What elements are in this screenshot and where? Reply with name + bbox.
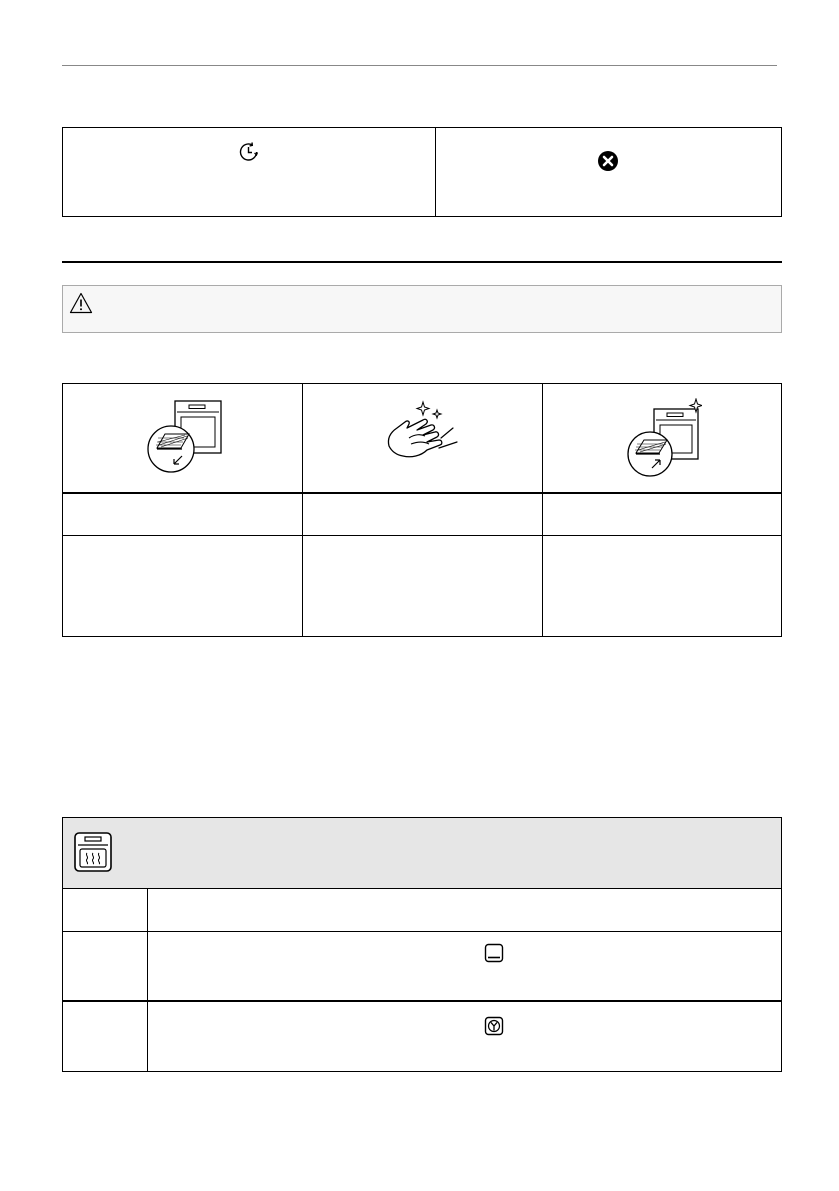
- table-row: [63, 932, 781, 1002]
- label-row: [63, 494, 781, 536]
- warning-box: [62, 285, 782, 333]
- section-rule: [62, 261, 782, 263]
- oven-shelf-remove-icon: [143, 398, 223, 478]
- oven-steam-icon: [73, 831, 113, 873]
- cell-insert-shelf: [543, 384, 781, 492]
- row-value-3: [148, 1002, 781, 1071]
- top-bottom-heat-icon: [484, 943, 504, 963]
- cell-remove-shelf: [63, 384, 303, 492]
- table-header: [63, 818, 781, 889]
- cell-cancel: [436, 128, 781, 216]
- top-rule: [62, 65, 777, 66]
- description-cell-1: [63, 536, 303, 636]
- cleaning-steps-table: [62, 383, 782, 637]
- cell-wash-hands: [303, 384, 543, 492]
- table-row: [63, 1002, 781, 1071]
- row-value-1: [148, 889, 781, 931]
- icon-row: [63, 384, 781, 494]
- hand-washing-icon: [383, 398, 463, 478]
- description-row: [63, 536, 781, 636]
- oven-shelf-insert-icon: [622, 398, 702, 478]
- fan-heating-icon: [484, 1016, 504, 1036]
- row-value-2: [148, 932, 781, 1000]
- row-key-2: [63, 932, 148, 1000]
- warning-triangle-icon: [69, 292, 93, 314]
- description-cell-2: [303, 536, 543, 636]
- cancel-circle-icon: [597, 150, 619, 172]
- label-cell-2: [303, 494, 543, 535]
- icon-table-1: [62, 127, 782, 217]
- clock-restart-icon: [237, 140, 261, 164]
- table-row: [63, 889, 781, 932]
- description-cell-3: [543, 536, 781, 636]
- row-key-3: [63, 1002, 148, 1071]
- label-cell-3: [543, 494, 781, 535]
- heating-functions-table: [62, 817, 782, 1072]
- label-cell-1: [63, 494, 303, 535]
- cell-timer: [63, 128, 436, 216]
- row-key-1: [63, 889, 148, 931]
